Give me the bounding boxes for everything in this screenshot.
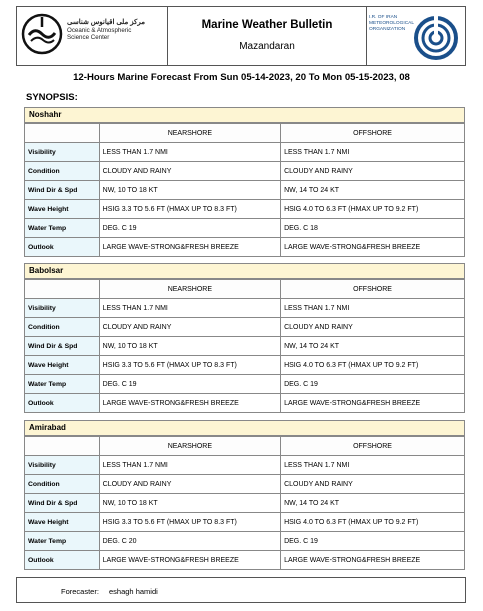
table-row [25, 318, 464, 337]
nearshore-value: LARGE WAVE-STRONG&FRESH BREEZE [99, 394, 280, 413]
parameter-label: Visibility [25, 456, 99, 475]
table-row [25, 181, 464, 200]
table-row [25, 375, 464, 394]
nearshore-header: NEARSHORE [99, 124, 280, 143]
nearshore-value: CLOUDY AND RAINY [99, 318, 280, 337]
station-name: Babolsar [25, 264, 464, 279]
nearshore-value: NW, 10 TO 18 KT [99, 494, 280, 513]
synopsis-label: SYNOPSIS: [26, 92, 78, 103]
table-row [25, 475, 464, 494]
parameter-label: Wind Dir & Spd [25, 337, 99, 356]
offshore-header: OFFSHORE [281, 437, 464, 456]
table-row [25, 513, 464, 532]
offshore-header: OFFSHORE [281, 280, 464, 299]
parameter-label: Water Temp [25, 375, 99, 394]
offshore-value: DEG. C 19 [281, 375, 464, 394]
parameter-label: Condition [25, 475, 99, 494]
nearshore-value: HSIG 3.3 TO 5.6 FT (HMAX UP TO 8.3 FT) [99, 356, 280, 375]
offshore-value: LARGE WAVE-STRONG&FRESH BREEZE [281, 551, 464, 570]
table-row [25, 356, 464, 375]
table-row [25, 143, 464, 162]
header-center [167, 7, 367, 65]
parameter-label: Visibility [25, 299, 99, 318]
nearshore-value: LESS THAN 1.7 NMI [99, 143, 280, 162]
station-name: Amirabad [25, 421, 464, 436]
offshore-value: CLOUDY AND RAINY [281, 318, 464, 337]
header-blank-cell [25, 124, 99, 143]
forecast-period-title: 12-Hours Marine Forecast From Sun 05-14-2023, 20 To Mon 05-15-2023, 08 [73, 72, 410, 83]
forecast-table [25, 279, 464, 412]
table-row [25, 238, 464, 257]
offshore-value: DEG. C 18 [281, 219, 464, 238]
forecast-table [25, 436, 464, 569]
parameter-label: Outlook [25, 238, 99, 257]
station-section [24, 107, 465, 257]
nearshore-value: LARGE WAVE-STRONG&FRESH BREEZE [99, 551, 280, 570]
table-row [25, 219, 464, 238]
table-row [25, 494, 464, 513]
offshore-value: LESS THAN 1.7 NMI [281, 143, 464, 162]
meteorological-org-logo-area [366, 7, 465, 65]
table-header-row [25, 124, 464, 143]
nearshore-value: LARGE WAVE-STRONG&FRESH BREEZE [99, 238, 280, 257]
nearshore-value: CLOUDY AND RAINY [99, 162, 280, 181]
offshore-value: NW, 14 TO 24 KT [281, 494, 464, 513]
parameter-label: Wind Dir & Spd [25, 494, 99, 513]
nearshore-header: NEARSHORE [99, 437, 280, 456]
forecaster-label: Forecaster: [61, 587, 99, 596]
offshore-value: NW, 14 TO 24 KT [281, 337, 464, 356]
nearshore-value: DEG. C 19 [99, 219, 280, 238]
nearshore-value: DEG. C 19 [99, 375, 280, 394]
nearshore-value: LESS THAN 1.7 NMI [99, 299, 280, 318]
logo-right-line-3: ORGANIZATION [369, 27, 406, 32]
parameter-label: Outlook [25, 551, 99, 570]
bulletin-title: Marine Weather Bulletin [201, 19, 333, 31]
offshore-value: NW, 14 TO 24 KT [281, 181, 464, 200]
parameter-label: Outlook [25, 394, 99, 413]
parameter-label: Visibility [25, 143, 99, 162]
offshore-value: CLOUDY AND RAINY [281, 475, 464, 494]
offshore-value: LESS THAN 1.7 NMI [281, 456, 464, 475]
table-row [25, 162, 464, 181]
offshore-value: LARGE WAVE-STRONG&FRESH BREEZE [281, 238, 464, 257]
nearshore-value: HSIG 3.3 TO 5.6 FT (HMAX UP TO 8.3 FT) [99, 513, 280, 532]
offshore-value: HSIG 4.0 TO 6.3 FT (HMAX UP TO 9.2 FT) [281, 513, 464, 532]
meteorological-org-logo-text [369, 15, 413, 33]
header-blank-cell [25, 437, 99, 456]
logo-right-line-2: METEOROLOGICAL [369, 21, 415, 26]
table-row [25, 337, 464, 356]
table-row [25, 532, 464, 551]
oceanic-center-logo-icon [21, 13, 63, 55]
forecaster-name: eshagh hamidi [109, 587, 158, 596]
nearshore-header: NEARSHORE [99, 280, 280, 299]
offshore-value: HSIG 4.0 TO 6.3 FT (HMAX UP TO 9.2 FT) [281, 200, 464, 219]
meteorological-org-logo-icon [413, 15, 459, 61]
station-name: Noshahr [25, 108, 464, 123]
forecaster-footer [16, 577, 466, 603]
table-row [25, 551, 464, 570]
oceanic-center-logo-area [17, 7, 168, 65]
logo-text-en-2: Science Center [67, 34, 110, 41]
offshore-header: OFFSHORE [281, 124, 464, 143]
station-section [24, 420, 465, 570]
offshore-value: HSIG 4.0 TO 6.3 FT (HMAX UP TO 9.2 FT) [281, 356, 464, 375]
parameter-label: Wind Dir & Spd [25, 181, 99, 200]
nearshore-value: NW, 10 TO 18 KT [99, 337, 280, 356]
table-row [25, 394, 464, 413]
nearshore-value: LESS THAN 1.7 NMI [99, 456, 280, 475]
header-blank-cell [25, 280, 99, 299]
table-row [25, 299, 464, 318]
logo-text-en-1: Oceanic & Atmospheric [67, 26, 132, 34]
table-header-row [25, 280, 464, 299]
offshore-value: CLOUDY AND RAINY [281, 162, 464, 181]
parameter-label: Wave Height [25, 513, 99, 532]
offshore-value: DEG. C 19 [281, 532, 464, 551]
station-section [24, 263, 465, 413]
nearshore-value: NW, 10 TO 18 KT [99, 181, 280, 200]
table-row [25, 456, 464, 475]
parameter-label: Water Temp [25, 219, 99, 238]
nearshore-value: DEG. C 20 [99, 532, 280, 551]
offshore-value: LESS THAN 1.7 NMI [281, 299, 464, 318]
oceanic-center-logo-text [67, 19, 165, 42]
logo-text-fa: مرکز ملی اقیانوس شناسی [67, 19, 145, 26]
parameter-label: Condition [25, 162, 99, 181]
offshore-value: LARGE WAVE-STRONG&FRESH BREEZE [281, 394, 464, 413]
nearshore-value: CLOUDY AND RAINY [99, 475, 280, 494]
forecast-table [25, 123, 464, 256]
parameter-label: Water Temp [25, 532, 99, 551]
parameter-label: Wave Height [25, 356, 99, 375]
bulletin-region: Mazandaran [239, 41, 295, 52]
parameter-label: Condition [25, 318, 99, 337]
parameter-label: Wave Height [25, 200, 99, 219]
table-row [25, 200, 464, 219]
logo-right-line-1: I.R. OF IRAN [369, 15, 398, 20]
table-header-row [25, 437, 464, 456]
bulletin-header [16, 6, 466, 66]
nearshore-value: HSIG 3.3 TO 5.6 FT (HMAX UP TO 8.3 FT) [99, 200, 280, 219]
